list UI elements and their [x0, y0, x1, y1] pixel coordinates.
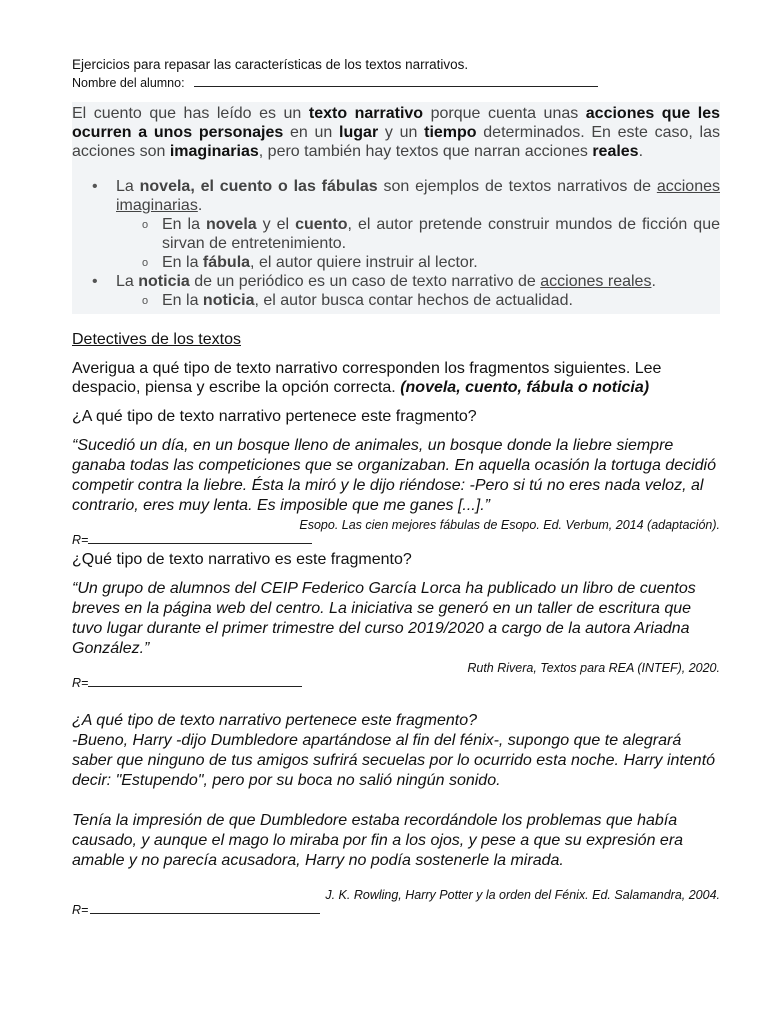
exercise-2-answer: R=	[72, 676, 720, 691]
theory-block	[72, 102, 720, 314]
list-item: o En la novela y el cuento, el autor pretende construir mundos de ficción que sirvan de entretenimiento.	[162, 215, 720, 253]
exercise-3-fragment-continued: Tenía la impresión de que Dumbledore estaba recordándole los problemas que había causado, y aunque el mago lo miraba por fin a los ojos, y pese a que su expresión era amable y no parecía acusadora, Harry no podía sostenerle la mirada.	[72, 812, 684, 869]
exercise-2-fragment: “Un grupo de alumnos del CEIP Federico García Lorca ha publicado un libro de cuentos breves en la página web del centro. La iniciativa se generó en un taller de escritura que tuvo lugar durante el primer trimestre del curso 2019/2020 a cargo de la autora Ariadna González.”	[72, 580, 696, 657]
sub-list	[116, 291, 720, 310]
list-item: o En la fábula, el autor quiere instruir al lector.	[162, 253, 720, 272]
list-item: • La novela, el cuento o las fábulas son ejemplos de textos narrativos de acciones imaginarias. o En la novela y el cuento, el autor pretende construir mundos de ficción que sirvan de entretenimiento. o En la fábula, el autor quiere instruir al lector.	[116, 177, 720, 272]
student-name-label: Nombre del alumno:	[72, 76, 185, 90]
exercise-3-fragment: -Bueno, Harry -dijo Dumbledore apartándose al fin del fénix-, supongo que te alegrará saber que ninguno de tus amigos sufrirá secuelas por lo ocurrido esta noche. Harry intentó decir: "Estupendo", pero por su boca no salió ningún sonido.	[72, 732, 716, 789]
exercise-1-citation: Esopo. Las cien mejores fábulas de Esopo. Ed. Verbum, 2014 (adaptación).	[299, 518, 720, 532]
narrative-types-list	[72, 177, 720, 310]
sub-list	[116, 215, 720, 272]
list-item: • La noticia de un periódico es un caso de texto narrativo de acciones reales. o En la noticia, el autor busca contar hechos de actualidad.	[116, 272, 720, 310]
section-title: Detectives de los textos	[72, 331, 241, 348]
worksheet-title: Ejercicios para repasar las características de los textos narrativos.	[72, 57, 469, 72]
exercise-3-citation: J. K. Rowling, Harry Potter y la orden del Fénix. Ed. Salamandra, 2004.	[325, 888, 720, 902]
exercise-1-question: ¿A qué tipo de texto narrativo pertenece este fragmento?	[72, 408, 477, 425]
exercise-1-answer: R=	[72, 533, 720, 548]
student-name-row	[72, 74, 720, 92]
exercise-3-answer: R=	[72, 903, 720, 918]
exercise-3-question: ¿A qué tipo de texto narrativo pertenece este fragmento?	[72, 712, 477, 729]
instructions: Averigua a qué tipo de texto narrativo corresponden los fragmentos siguientes. Lee despacio, piensa y escribe la opción correcta. (novela, cuento, fábula o noticia)	[72, 360, 662, 396]
exercise-1-fragment: “Sucedió un día, en un bosque lleno de animales, un bosque donde la liebre siempre ganaba todas las competiciones que se organizaban. En aquella ocasión la tortuga decidió competir contra la liebre. Ésta la miró y le dijo riéndose: -Pero si tú no eres nada veloz, al contrario, eres muy lenta. Es imposible que me ganes [...].”	[72, 437, 716, 514]
list-item: o En la noticia, el autor busca contar hechos de actualidad.	[162, 291, 720, 310]
exercise-1-answer-field[interactable]	[88, 533, 312, 544]
exercise-2-question: ¿Qué tipo de texto narrativo es este fragmento?	[72, 551, 412, 568]
exercise-2-answer-field[interactable]	[88, 676, 302, 687]
exercise-3-answer-field[interactable]	[90, 903, 320, 914]
worksheet	[72, 52, 720, 918]
intro-paragraph: El cuento que has leído es un texto narrativo porque cuenta unas acciones que les ocurren a unos personajes en un lugar y un tiempo determinados. En este caso, las acciones son imaginarias, pero también hay textos que narran acciones reales.	[72, 105, 721, 160]
exercise-2-citation: Ruth Rivera, Textos para REA (INTEF), 2020.	[467, 661, 720, 675]
student-name-field[interactable]	[194, 74, 598, 87]
